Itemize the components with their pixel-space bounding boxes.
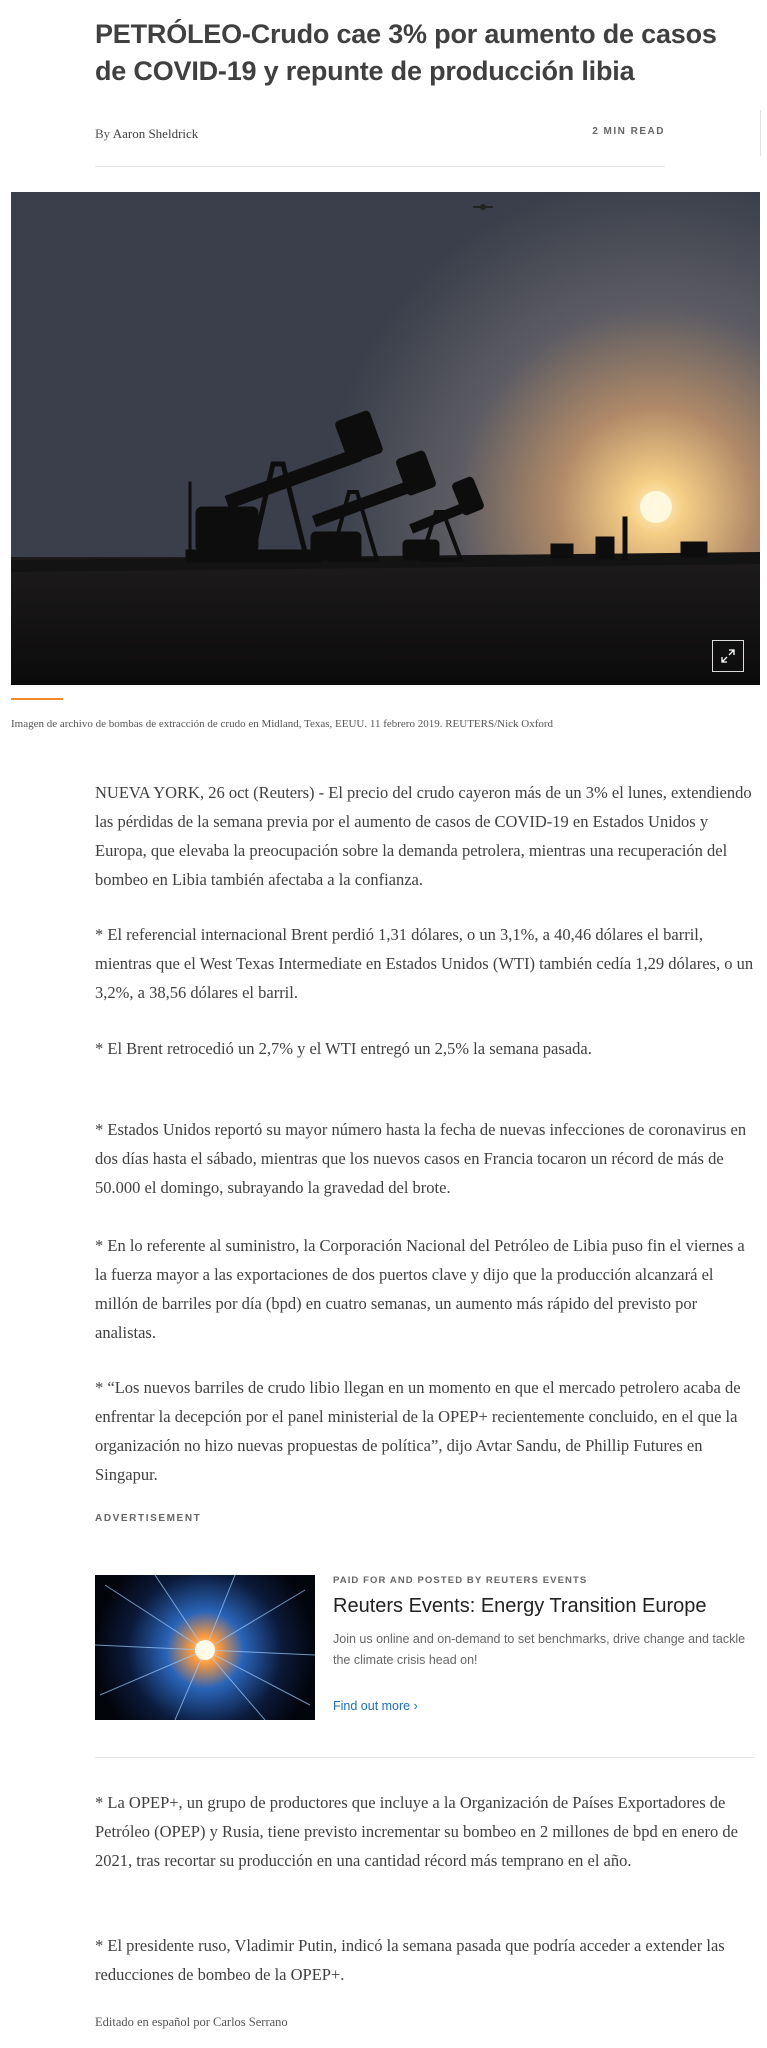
article-paragraph: NUEVA YORK, 26 oct (Reuters) - El precio del crudo cayeron más de un 3% el lunes, extendiendo las pérdidas de la semana previa por el aumento de casos de COVID-19 en Estados Unidos y Europa, que elevaba la preocupación sobre la demanda petrolera, mientras una recuperación del bombeo en Libia también afectaba a la confianza. [95,783,752,889]
byline [95,126,198,142]
ad-card[interactable] [95,1575,755,1720]
article-paragraph: * El presidente ruso, Vladimir Putin, indicó la semana pasada que podría acceder a extender las reducciones de bombeo de la OPEP+. [95,1936,725,1984]
article-paragraph: * Estados Unidos reportó su mayor número hasta la fecha de nuevas infecciones de coronavirus en dos días hasta el sábado, mientras que los nuevos casos en Francia tocaron un récord de más de 50.000 el domingo, subrayando la gravedad del brote. [95,1120,747,1197]
read-time: 2 MIN READ [592,126,665,137]
page-title: PETRÓLEO-Crudo cae 3% por aumento de casos de COVID-19 y repunte de producción libia [95,19,717,86]
caption-accent [11,698,63,700]
divider [760,110,761,156]
image-caption: Imagen de archivo de bombas de extracción de crudo en Midland, Texas, EEUU. 11 febrero 2019. REUTERS/Nick Oxford [11,718,554,730]
article-paragraph: * El Brent retrocedió un 2,7% y el WTI entregó un 2,5% la semana pasada. [95,1039,592,1058]
advertisement-label: ADVERTISEMENT [95,1513,202,1524]
byline-row [95,114,665,167]
article-paragraph: * “Los nuevos barriles de crudo libio llegan en un momento en que el mercado petrolero acaba de enfrentar la decepción por el panel ministerial de la OPEP+ recientemente concluido, en el que la organización no hizo nuevas propuestas de política”, dijo Avtar Sandu, de Phillip Futures en Singapur. [95,1378,741,1484]
ad-description: Join us online and on-demand to set benchmarks, drive change and tackle the climate crisis head on! [333,1632,746,1667]
article-paragraph: * En lo referente al suministro, la Corporación Nacional del Petróleo de Libia puso fin el viernes a la fuerza mayor a las exportaciones de dos puertos clave y dijo que la producción alcanzará el millón de barriles por día (bpd) en cuatro semanas, un aumento más rápido del previsto por analistas. [95,1236,745,1342]
ad-image[interactable] [95,1575,315,1720]
ad-sponsor: PAID FOR AND POSTED BY REUTERS EVENTS [333,1575,588,1586]
ad-find-out-more-link[interactable]: Find out more › [333,1699,418,1713]
editor-note: Editado en español por Carlos Serrano [95,2015,288,2029]
ad-title[interactable]: Reuters Events: Energy Transition Europe [333,1595,707,1617]
expand-image-button[interactable] [712,640,744,672]
byline-prefix: By [95,126,111,141]
divider [95,1757,755,1758]
author-link[interactable]: Aaron Sheldrick [112,126,199,141]
expand-icon [720,648,736,664]
article-paragraph: * El referencial internacional Brent perdió 1,31 dólares, o un 3,1%, a 40,46 dólares el barril, mientras que el West Texas Intermediate en Estados Unidos (WTI) también cedía 1,29 dólares, o un 3,2%, a 38,56 dólares el barril. [95,925,754,1002]
hero-image [11,192,760,685]
article-paragraph: * La OPEP+, un grupo de productores que incluye a la Organización de Países Exportadores de Petróleo (OPEP) y Rusia, tiene previsto incrementar su bombeo en 2 millones de bpd en enero de 2021, tras recortar su producción en una cantidad récord más temprano en el año. [95,1793,738,1870]
